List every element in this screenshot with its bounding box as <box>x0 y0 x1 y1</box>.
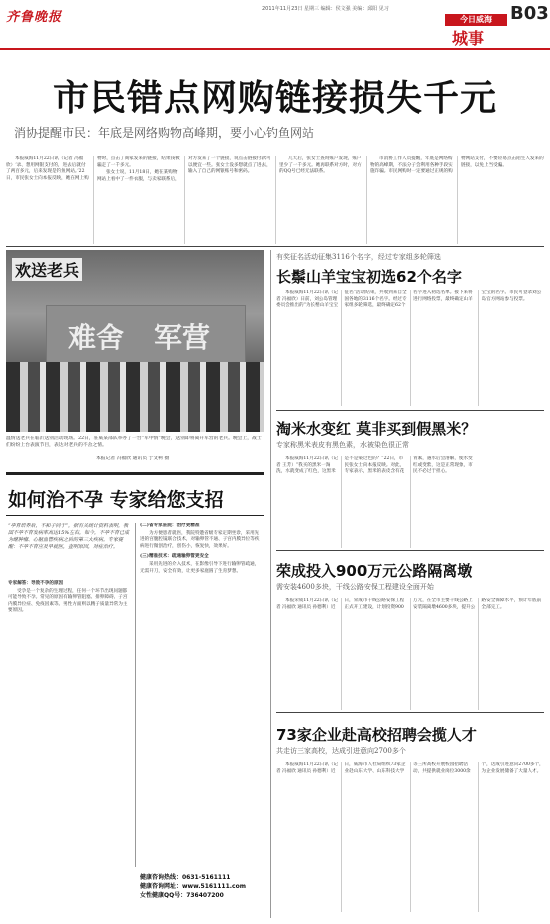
masthead-rule <box>0 48 550 50</box>
lead-paragraph: 市消协工作人员提醒，年底是网络购物的高峰期，不法分子会利用各种手段实施诈骗。市民网购时一定要通过正规的购物网站支付，不要轻易点击陌生人发来的链接，以免上当受骗。 <box>370 156 544 175</box>
rice-bottom-rule <box>276 550 544 551</box>
newspaper-logo: 齐鲁晚报 <box>6 10 63 25</box>
rice-subhead: 专家称黑米表皮有黑色素，水被染色很正常 <box>276 441 409 449</box>
banner-left-text: 难舍 <box>68 321 125 354</box>
photo-caption: 温情送老兵在临沂送别活动现场。22日，驻威某部队举办了一台“军中情”晚会，送别即将离开军营的老兵。晚会上，战士们纷纷上台表演节目，表达对老兵的不舍之情。 <box>6 436 262 448</box>
health-right-col <box>140 523 262 867</box>
highway-story <box>276 554 544 714</box>
highway-body: 本报荣成11月22日讯（记者 冯福欣 通讯员 孙德利）近日，荣成市干线公路安保工程正式开工建设，计划投资900万元，在全市主要干线公路上安装隔离墩4600多块，提升公路安全保障水平，预计年底前全部完工。 <box>276 598 542 610</box>
jobs-subhead: 共走访三家高校，达成引进意向2700多个 <box>276 747 406 755</box>
health-contact <box>140 873 262 913</box>
date-line: 2011年11月23日 星期三 编辑：侯文强 美编：邱阳 见习 <box>262 6 389 12</box>
page-number: B03 <box>510 3 549 24</box>
website-text: 健康咨询网址：www.5161111.com <box>140 883 246 890</box>
health-section-body: 为方便患者就医，我院特邀省级专家定期坐诊，采用先进的宫腹腔镜联合技术，对输卵管不通、子宫内膜异位等疾病进行微创治疗，创伤小，恢复快，效果好。 <box>140 530 260 549</box>
lead-headline: 市民错点网购链接损失千元 <box>52 78 497 119</box>
lead-story <box>0 52 550 247</box>
page-column-divider <box>270 250 271 918</box>
health-section-title: 专家解答：导致不孕的原因 <box>8 581 64 586</box>
jobs-body: 本报威海11月22日讯（记者 冯福欣 通讯员 孙德利）近日，威海市人社局组织73家企业赴山东大学、山东科技大学等三所高校开展校园招聘活动，共提供就业岗位3000余个，达成引进意向2700多个，为企业发展储备了大量人才。 <box>276 762 544 774</box>
health-section-title: (二)省专家驻院：治疗更精准 <box>140 523 200 528</box>
lead-paragraph: 本报威海11月22日讯（记者 冯福欣）‘录、想用网银支付的，进去后就付了两百多元，后来发现是钓鱼网站。’22日，市民张女士向本报反映，她在网上购物时，点击了商家发来的链接，结果钱被骗走了一千多元。 <box>6 156 180 181</box>
health-headline-rule <box>6 515 264 516</box>
jobs-story <box>276 716 544 918</box>
lead-subhead: 消协提醒市民：年底是网络购物高峰期，要小心钓鱼网站 <box>14 126 315 140</box>
photo-credit: 本报记者 冯福欣 通讯员 于文柯 摄 <box>96 456 170 461</box>
masthead <box>0 0 550 52</box>
rice-headline: 淘米水变红 莫非买到假黑米？ <box>276 420 477 438</box>
performers <box>6 362 264 432</box>
health-block <box>6 472 264 918</box>
lead-paragraph: 几天后，张女士查询账户发现，账户里少了一千多元。她再联系对方时，对方的QQ号已经无法联系。 <box>279 156 362 175</box>
health-section-body: 采用先进的介入技术，在影像引导下进行输卵管疏通，无需开刀，安全有效，让更多家庭圆了生育梦想。 <box>140 561 260 574</box>
lead-paragraph: 张女士说，11月18日，她在某购物网站上看中了一件衣服，与卖家联系后，对方发来了一个链接，说点击链接付款可以便宜一些。张女士没多想就点了进去，输入了自己的网银账号和密码。 <box>97 156 271 182</box>
rice-story <box>276 414 544 552</box>
jobs-headline: 73家企业赴高校招聘会揽人才 <box>276 726 477 744</box>
health-section-body: 受孕是一个复杂的生理过程，任何一个环节出现问题都可能导致不孕。常见的原因有输卵管阻塞、排卵障碍、子宫内膜异位症、免疫因素等。男性方面则以精子质量异常为主要原因。 <box>8 588 128 614</box>
rice-body: 本报威海11月22日讯（记者 王芳）“我买的黑米一淘洗，水就变成了红色，这黑米是不是染过色的？”22日，市民张女士向本报反映。对此，专家表示，黑米的表皮含有花青素，遇水后会溶解，使水变红或变紫，这是正常现象，市民不必过于担心。 <box>276 456 473 475</box>
goat-story <box>276 250 544 412</box>
lead-body <box>6 156 544 244</box>
photo-block <box>6 250 264 468</box>
goat-kicker: 有奖征名活动征集3116个名字，经过专家组多轮筛选 <box>276 253 441 261</box>
highway-subhead: 需安装4600多块，干线公路安保工程建设全面开始 <box>276 583 434 591</box>
health-headline: 如何治不孕 专家给您支招 <box>8 489 224 511</box>
banner-right-text: 军营 <box>154 321 211 354</box>
goat-body: 本报威海11月22日讯（记者 冯福欣）日前，刘公岛管理委员会推出的“为长鬃山羊宝宝征名”活动结束，共收到来自全国各地的3116个名字。经过专家组多轮筛选，最终确定62个名字进入初选名单。接下来将进行网络投票，最终确定山羊宝宝的名字。市民可登录刘公岛官方网站参与投票。 <box>276 290 542 309</box>
lead-bottom-rule <box>6 246 544 247</box>
health-left-col <box>8 577 130 867</box>
photo-tag: 欢送老兵 <box>12 258 82 281</box>
highway-bottom-rule <box>276 712 544 713</box>
goat-bottom-rule <box>276 410 544 411</box>
health-section-title: (三)精准技术：疏通输卵管更安全 <box>140 554 209 560</box>
goat-headline: 长鬃山羊宝宝初选62个名字 <box>276 268 462 286</box>
health-column-divider <box>135 523 136 867</box>
health-quote: “孕育培养后，不和子同于”，据有关统计资料表明，我国不孕不育发病率高达15%左右，如今，不孕不育已成为继肿瘤、心脑血管疾病之后的第三大疾病。专家提醒：不孕不育应及早就医，查明原因，对症治疗。 <box>8 523 130 550</box>
section-tab: 今日威海 <box>445 14 507 26</box>
hotline-text: 健康咨询热线：0631-5161111 <box>140 874 231 881</box>
section-title: 城事 <box>452 29 485 48</box>
highway-headline: 荣成投入900万元公路隔离墩 <box>276 562 473 580</box>
qq-text: 女性健康QQ号：736407200 <box>140 892 224 899</box>
